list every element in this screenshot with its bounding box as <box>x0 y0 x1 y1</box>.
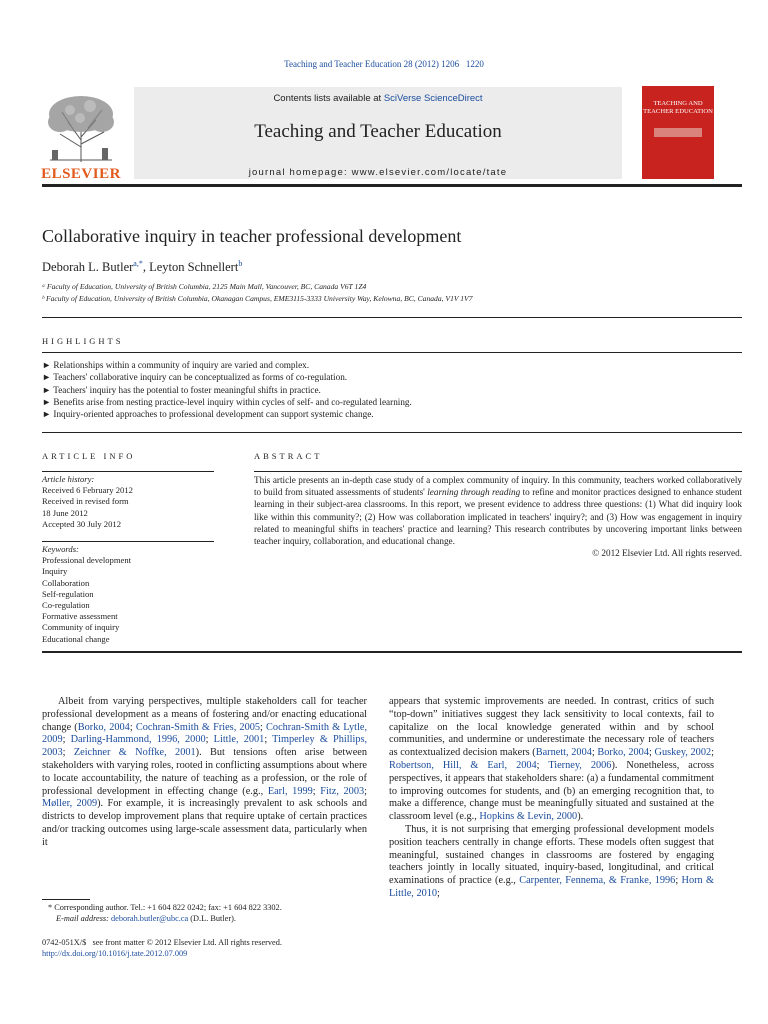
citation-link[interactable]: Barnett, 2004 <box>535 747 592 759</box>
article-title: Collaborative inquiry in teacher professional development <box>42 226 462 246</box>
keyword: Professional development <box>42 555 132 566</box>
footnote-rule <box>42 899 90 900</box>
abstract-text <box>254 474 742 559</box>
keyword: Co-regulation <box>42 600 90 611</box>
keyword: Formative assessment <box>42 611 118 622</box>
journal-title: Teaching and Teacher Education <box>254 121 502 142</box>
body-paragraph <box>389 696 714 824</box>
body-text: ). For example, it is increasingly prevalent to ask schools and districts to develop improvement plans that require uptake of certain practices and/or tracking outcomes using large-scale assessment data, particularly when it <box>42 798 367 848</box>
body-text: ; <box>62 734 71 746</box>
contents-availability <box>134 93 622 104</box>
body-text: ; <box>437 887 440 899</box>
citation-link[interactable]: Cochran-Smith & Fries, 2005 <box>135 721 261 733</box>
highlight-item: ► Teachers' inquiry has the potential to foster meaningful shifts in practice. <box>42 384 321 395</box>
history-line: 18 June 2012 <box>42 507 88 518</box>
email-after: (D.L. Butler). <box>188 914 236 923</box>
author-name[interactable]: Deborah L. Butler <box>42 260 134 275</box>
author-list <box>42 259 242 275</box>
body-text: ). But tensions often arise between stakeholders with varying roles, rooted in conflicting assumptions about where to locate accountability, the nature of teaching as a profession, or the role of professional development in effecting change (e.g., <box>42 747 367 797</box>
citation-link[interactable]: Møller, 2009 <box>42 798 98 810</box>
body-paragraph <box>42 696 367 850</box>
body-text: Thus, it is not surprising that emerging professional development models position teachers centrally in change efforts. These models often suggest that meaningful, sustained changes in classrooms are fostered by engaging teachers jointly in locally situated, inquiry-based, longitudinal, and critical examinations of practice (e.g., <box>389 823 714 887</box>
body-text: ; <box>648 747 655 759</box>
keyword: Community of inquiry <box>42 622 120 633</box>
citation-link[interactable]: Timperley & Phillips, 2003 <box>42 734 368 759</box>
divider <box>42 317 742 318</box>
divider <box>42 352 742 353</box>
divider <box>42 541 214 542</box>
body-text: ; <box>591 747 598 759</box>
affiliation-a: ᵃ Faculty of Education, University of British Columbia, 2125 Main Mall, Vancouver, BC, Canada V6T 1Z4 <box>42 282 367 291</box>
highlight-item: ► Inquiry-oriented approaches to professional development can support systemic change. <box>42 409 374 420</box>
keyword: Educational change <box>42 633 110 644</box>
history-line: Accepted 30 July 2012 <box>42 518 121 529</box>
body-text: ; <box>536 759 549 771</box>
divider <box>42 432 742 433</box>
journal-citation[interactable]: Teaching and Teacher Education 28 (2012) 1206 1220 <box>284 59 484 69</box>
issn-block <box>42 937 382 959</box>
body-text: ; <box>312 785 321 797</box>
highlight-item: ► Benefits arise from nesting practice-level inquiry within cycles of self- and co-regulated learning. <box>42 396 412 407</box>
article-info-heading: ARTICLE INFO <box>42 451 136 461</box>
body-right-column <box>389 696 714 901</box>
highlights-heading: HIGHLIGHTS <box>42 336 124 346</box>
citation-link[interactable]: Guskey, 2002 <box>654 747 712 759</box>
divider <box>254 471 742 472</box>
body-text: appears that systemic improvements are needed. In contrast, critics of such “top-down” initiatives suggest they lack sensitivity to local contexts, fail to capitalize on the local knowledge generated within and by school communities, and undermine or underestimate the necessary role of teachers as contextualized decision makers ( <box>389 696 714 759</box>
cover-box <box>654 128 702 137</box>
journal-homepage[interactable]: journal homepage: www.elsevier.com/locate/tate <box>248 167 508 178</box>
highlight-item: ► Relationships within a community of inquiry are varied and complex. <box>42 360 310 370</box>
abstract-italic: learning through reading <box>427 487 521 498</box>
body-text: ; <box>260 721 267 733</box>
body-text: ; <box>129 721 136 733</box>
issn-line: 0742-051X/$ see front matter © 2012 Elsevier Ltd. All rights reserved. <box>42 938 282 947</box>
divider <box>42 651 742 653</box>
body-text: ; <box>711 747 715 759</box>
keyword: Collaboration <box>42 577 90 588</box>
keyword: Inquiry <box>42 566 68 577</box>
keywords-label: Keywords: <box>42 544 79 554</box>
author-affiliation-marker[interactable]: a, <box>133 259 139 268</box>
sciencedirect-link[interactable]: SciVerse ScienceDirect <box>383 93 483 104</box>
citation-link[interactable]: Fitz, 2003 <box>320 785 365 797</box>
keywords-block <box>42 544 214 645</box>
history-label: Article history: <box>42 474 95 484</box>
header-rule <box>42 184 742 187</box>
body-paragraph <box>389 824 714 901</box>
email-label: E-mail address: <box>56 914 111 923</box>
history-line: Received in revised form <box>42 496 129 507</box>
citation-link[interactable]: Borko, 2004 <box>77 721 130 733</box>
citation-link[interactable]: Hopkins & Levin, 2000 <box>479 811 578 823</box>
abstract-part: This article presents an in-depth case study of a complex community of inquiry. In this community, teachers worked collaboratively to build from situated assessments of students' <box>254 475 742 498</box>
email-link[interactable]: deborah.butler@ubc.ca <box>111 914 189 923</box>
article-history <box>42 474 214 530</box>
history-line: Received 6 February 2012 <box>42 485 133 496</box>
abstract-copyright: © 2012 Elsevier Ltd. All rights reserved. <box>592 548 742 559</box>
abstract-heading: ABSTRACT <box>254 451 323 461</box>
citation-link[interactable]: Little, 2001 <box>213 734 265 746</box>
highlights-list <box>42 359 742 420</box>
divider <box>42 471 214 472</box>
body-text: ). Nonetheless, across perspectives, it appears that stakeholders share: (a) a fundamental commitment to improving outcomes for students, and (b) an emerging recognition that, to make a difference, change must be meaningfully situated and sustained at the classroom level (e.g., <box>389 759 714 823</box>
body-text: ; <box>62 747 74 759</box>
citation-link[interactable]: Zeichner & Noffke, 2001 <box>73 747 196 759</box>
citation-link[interactable]: Cochran-Smith & Lytle, 2009 <box>42 721 368 746</box>
citation-link[interactable]: Carpenter, Fennema, & Franke, 1996 <box>519 875 676 887</box>
citation-link[interactable]: Horn & Little, 2010 <box>389 875 715 899</box>
highlight-item: ► Teachers' collaborative inquiry can be conceptualized as forms of co-regulation. <box>42 372 348 383</box>
citation-link[interactable]: Robertson, Hill, & Earl, 2004 <box>389 759 537 771</box>
citation-link[interactable]: Earl, 1999 <box>267 785 313 797</box>
affiliation-b: ᵇ Faculty of Education, University of British Columbia, Okanagan Campus, EME3115-3333 University Way, Kelowna, BC, Canada, V1V 1V7 <box>42 294 473 303</box>
author-name[interactable]: Leyton Schnellert <box>149 260 239 275</box>
publisher-logo-text: ELSEVIER <box>41 166 121 182</box>
footnote <box>48 902 378 924</box>
body-text: ; <box>675 875 682 887</box>
citation-link[interactable]: Borko, 2004 <box>597 747 649 759</box>
body-text: ; <box>364 785 368 797</box>
doi-link[interactable]: http://dx.doi.org/10.1016/j.tate.2012.07.009 <box>42 949 188 958</box>
contents-prefix: Contents lists available at <box>273 93 384 104</box>
body-left-column <box>42 696 367 850</box>
journal-cover <box>642 86 714 179</box>
corresponding-marker[interactable]: * <box>138 259 143 268</box>
citation-link[interactable]: Tierney, 2006 <box>548 759 612 771</box>
abstract-part: to refine and monitor practices designed to enhance student learning in their subject-area classrooms. In this report, we present evidence to address three questions: (1) What did inquiry look like within this community?; (2) How was collaboration implicated in teachers' inquiry?; and (3) How was engagement in inquiry related to meaningful shifts in teachers' practice and learning? This research contributes by uncovering important links between teacher inquiry, collaboration, and educational change. <box>254 487 742 547</box>
citation-link[interactable]: Darling-Hammond, 1996, 2000 <box>70 734 206 746</box>
body-text: Albeit from varying perspectives, multiple stakeholders call for teacher professional development as a means of fostering and/or enacting educational change ( <box>42 696 367 733</box>
author-separator: , <box>142 260 150 275</box>
body-text: ). <box>577 811 584 823</box>
author-affiliation-marker[interactable]: b <box>238 259 243 268</box>
body-text: ; <box>205 734 214 746</box>
cover-title: TEACHING AND TEACHER EDUCATION <box>643 100 713 115</box>
body-text: ; <box>264 734 273 746</box>
keyword: Self-regulation <box>42 588 94 599</box>
corresponding-author: * Corresponding author. Tel.: +1 604 822 0242; fax: +1 604 822 3302. <box>48 903 282 912</box>
